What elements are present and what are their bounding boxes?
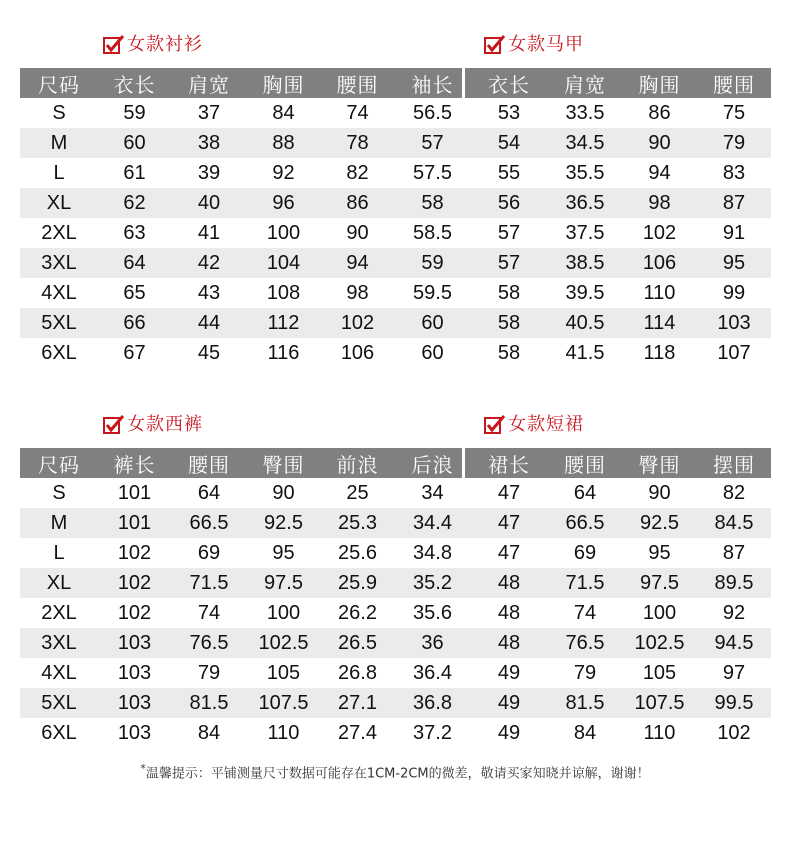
measurement-cell: 49 bbox=[470, 688, 548, 718]
measurement-cell: 57.5 bbox=[413, 161, 452, 184]
table-row bbox=[20, 248, 771, 278]
measurement-cell: 103 bbox=[117, 721, 152, 744]
table-row bbox=[20, 218, 771, 248]
measurement-cell: 69 bbox=[573, 541, 597, 564]
section-title-skirt bbox=[484, 410, 584, 436]
column-header: 裙长 bbox=[470, 448, 548, 478]
measurement-cell: 60 bbox=[421, 341, 444, 364]
measurement-cell: 86 bbox=[648, 101, 671, 124]
measurement-cell: 65 bbox=[123, 281, 146, 304]
measurement-cell: 91 bbox=[722, 221, 746, 244]
measurement-cell: 99 bbox=[722, 281, 746, 304]
measurement-cell: 74 bbox=[346, 101, 369, 124]
size-table-bottoms bbox=[20, 448, 771, 748]
table-row bbox=[20, 568, 771, 598]
measurement-cell: 57 bbox=[470, 248, 548, 278]
measurement-cell: 96 bbox=[247, 188, 320, 218]
size-label-cell: S bbox=[52, 101, 66, 124]
measurement-cell: 57 bbox=[497, 221, 521, 244]
measurement-cell: 26.8 bbox=[338, 661, 377, 684]
measurement-cell: 102.5 bbox=[247, 628, 320, 658]
column-header: 臀围 bbox=[622, 448, 697, 478]
size-label-cell: S bbox=[52, 481, 66, 504]
measurement-cell: 58 bbox=[497, 341, 521, 364]
measurement-cell: 33.5 bbox=[565, 101, 605, 124]
measurement-cell: 54 bbox=[470, 128, 548, 158]
section-title-shirt bbox=[103, 30, 203, 56]
measurement-cell: 101 bbox=[117, 481, 152, 504]
measurement-cell: 39.5 bbox=[565, 281, 605, 304]
measurement-cell: 47 bbox=[470, 508, 548, 538]
measurement-cell: 103 bbox=[98, 688, 171, 718]
checkbox-checked-icon bbox=[103, 34, 121, 52]
column-header: 尺码 bbox=[20, 448, 98, 478]
footnote-star: * bbox=[140, 762, 146, 775]
section-title-text: 女款马甲 bbox=[508, 34, 584, 55]
measurement-cell: 41.5 bbox=[565, 341, 605, 364]
measurement-cell: 62 bbox=[98, 188, 171, 218]
table-row bbox=[20, 188, 771, 218]
size-label-cell: XL bbox=[20, 188, 98, 218]
column-header: 尺码 bbox=[20, 68, 98, 98]
measurement-cell: 102 bbox=[642, 221, 677, 244]
measurement-cell: 48 bbox=[497, 601, 521, 624]
size-table bbox=[20, 68, 771, 368]
table-row bbox=[20, 508, 771, 538]
measurement-cell: 40.5 bbox=[548, 308, 622, 338]
measurement-cell: 48 bbox=[470, 568, 548, 598]
measurement-cell: 38.5 bbox=[548, 248, 622, 278]
measurement-cell: 103 bbox=[98, 628, 171, 658]
table-header-row bbox=[20, 68, 771, 98]
measurement-cell: 56.5 bbox=[413, 101, 452, 124]
size-label-cell: 2XL bbox=[41, 601, 77, 624]
measurement-cell: 49 bbox=[497, 721, 521, 744]
measurement-cell: 27.1 bbox=[320, 688, 395, 718]
measurement-cell: 71.5 bbox=[171, 568, 247, 598]
measurement-cell: 36.4 bbox=[413, 661, 452, 684]
column-header: 衣长 bbox=[470, 68, 548, 98]
measurement-cell: 37.2 bbox=[413, 721, 452, 744]
section-title-text: 女款短裙 bbox=[508, 414, 584, 435]
measurement-cell: 58 bbox=[470, 308, 548, 338]
measurement-cell: 49 bbox=[497, 661, 521, 684]
size-label-cell: L bbox=[53, 541, 65, 564]
measurement-cell: 44 bbox=[171, 308, 247, 338]
section-title-trousers bbox=[103, 410, 203, 436]
measurement-cell: 40 bbox=[171, 188, 247, 218]
column-header: 前浪 bbox=[320, 448, 395, 478]
measurement-cell: 100 bbox=[642, 601, 677, 624]
table-row bbox=[20, 98, 771, 128]
measurement-cell: 102.5 bbox=[622, 628, 697, 658]
measurement-cell: 25 bbox=[346, 481, 369, 504]
measurement-cell: 37 bbox=[197, 101, 221, 124]
measurement-cell: 100 bbox=[266, 601, 301, 624]
column-header: 胸围 bbox=[622, 68, 697, 98]
measurement-cell: 102 bbox=[98, 568, 171, 598]
measurement-cell: 106 bbox=[340, 341, 375, 364]
measurement-cell: 90 bbox=[622, 128, 697, 158]
measurement-cell: 84.5 bbox=[697, 508, 771, 538]
measurement-cell: 95 bbox=[272, 541, 295, 564]
measurement-cell: 76.5 bbox=[171, 628, 247, 658]
header-divider bbox=[462, 68, 465, 98]
section-title-text: 女款西裤 bbox=[127, 414, 203, 435]
checkbox-checked-icon bbox=[103, 414, 121, 432]
measurement-cell: 37.5 bbox=[565, 221, 605, 244]
table-row bbox=[20, 308, 771, 338]
size-label-cell: 2XL bbox=[41, 221, 77, 244]
measurement-cell: 55 bbox=[497, 161, 521, 184]
measurement-cell: 110 bbox=[643, 281, 676, 304]
header-divider bbox=[462, 448, 465, 478]
measurement-cell: 36.5 bbox=[548, 188, 622, 218]
measurement-cell: 95 bbox=[697, 248, 771, 278]
measurement-cell: 66 bbox=[98, 308, 171, 338]
table-header-row bbox=[20, 448, 771, 478]
table-row bbox=[20, 538, 771, 568]
measurement-cell: 104 bbox=[247, 248, 320, 278]
measurement-cell: 107 bbox=[717, 341, 751, 364]
measurement-cell: 110 bbox=[267, 721, 300, 744]
measurement-cell: 58.5 bbox=[413, 221, 452, 244]
table-row bbox=[20, 338, 771, 368]
measurement-cell: 79 bbox=[573, 661, 597, 684]
measurement-cell: 100 bbox=[266, 221, 301, 244]
measurement-cell: 87 bbox=[722, 541, 746, 564]
column-header: 肩宽 bbox=[548, 68, 622, 98]
measurement-cell: 118 bbox=[643, 341, 676, 364]
measurement-cell: 43 bbox=[197, 281, 221, 304]
measurement-cell: 39 bbox=[197, 161, 221, 184]
table-row bbox=[20, 128, 771, 158]
column-header: 腰围 bbox=[171, 448, 247, 478]
measurement-cell: 34.4 bbox=[395, 508, 470, 538]
measurement-cell: 45 bbox=[197, 341, 221, 364]
measurement-cell: 84 bbox=[197, 721, 221, 744]
measurement-cell: 63 bbox=[123, 221, 146, 244]
table-row bbox=[20, 158, 771, 188]
measurement-cell: 66.5 bbox=[548, 508, 622, 538]
column-header: 腰围 bbox=[548, 448, 622, 478]
measurement-cell: 105 bbox=[642, 661, 677, 684]
measurement-cell: 102 bbox=[117, 541, 152, 564]
measurement-cell: 87 bbox=[697, 188, 771, 218]
column-header: 胸围 bbox=[247, 68, 320, 98]
measurement-cell: 105 bbox=[266, 661, 301, 684]
measurement-cell: 35.6 bbox=[413, 601, 452, 624]
table-row bbox=[20, 688, 771, 718]
measurement-cell: 90 bbox=[272, 481, 295, 504]
size-label-cell: L bbox=[53, 161, 65, 184]
table-row bbox=[20, 478, 771, 508]
measurement-cell: 98 bbox=[346, 281, 369, 304]
size-label-cell: 5XL bbox=[20, 688, 98, 718]
measurement-cell: 56 bbox=[470, 188, 548, 218]
column-header: 袖长 bbox=[395, 68, 470, 98]
measurement-cell: 110 bbox=[643, 721, 676, 744]
measurement-cell: 94 bbox=[648, 161, 671, 184]
measurement-cell: 94 bbox=[320, 248, 395, 278]
measurement-cell: 69 bbox=[197, 541, 221, 564]
measurement-cell: 34.8 bbox=[413, 541, 452, 564]
size-label-cell: 6XL bbox=[41, 341, 77, 364]
measurement-cell: 102 bbox=[117, 601, 152, 624]
measurement-cell: 92.5 bbox=[247, 508, 320, 538]
measurement-cell: 82 bbox=[722, 481, 746, 504]
measurement-cell: 76.5 bbox=[548, 628, 622, 658]
measurement-cell: 84 bbox=[272, 101, 295, 124]
size-label-cell: 4XL bbox=[41, 661, 77, 684]
measurement-cell: 97.5 bbox=[247, 568, 320, 598]
measurement-cell: 103 bbox=[697, 308, 771, 338]
measurement-cell: 59.5 bbox=[413, 281, 452, 304]
measurement-cell: 92.5 bbox=[622, 508, 697, 538]
table-row bbox=[20, 598, 771, 628]
column-header: 肩宽 bbox=[171, 68, 247, 98]
size-label-cell: 3XL bbox=[20, 248, 98, 278]
measurement-cell: 116 bbox=[267, 341, 300, 364]
measurement-cell: 58 bbox=[395, 188, 470, 218]
measurement-cell: 90 bbox=[346, 221, 369, 244]
measurement-cell: 47 bbox=[497, 481, 521, 504]
measurement-cell: 25.6 bbox=[338, 541, 377, 564]
column-header: 衣长 bbox=[98, 68, 171, 98]
measurement-cell: 79 bbox=[197, 661, 221, 684]
measurement-cell: 57 bbox=[395, 128, 470, 158]
checkbox-checked-icon bbox=[484, 414, 502, 432]
measurement-cell: 83 bbox=[722, 161, 746, 184]
column-header: 腰围 bbox=[320, 68, 395, 98]
measurement-cell: 86 bbox=[320, 188, 395, 218]
measurement-cell: 98 bbox=[622, 188, 697, 218]
measurement-cell: 107.5 bbox=[247, 688, 320, 718]
measurement-cell: 64 bbox=[98, 248, 171, 278]
measurement-cell: 58 bbox=[497, 281, 521, 304]
measurement-cell: 94.5 bbox=[697, 628, 771, 658]
measurement-cell: 64 bbox=[573, 481, 597, 504]
measurement-cell: 90 bbox=[648, 481, 671, 504]
measurement-cell: 36.8 bbox=[395, 688, 470, 718]
measurement-cell: 42 bbox=[171, 248, 247, 278]
size-label-cell: XL bbox=[20, 568, 98, 598]
measurement-cell: 107.5 bbox=[622, 688, 697, 718]
measurement-cell: 112 bbox=[247, 308, 320, 338]
measurement-cell: 53 bbox=[497, 101, 521, 124]
size-label-cell: 3XL bbox=[20, 628, 98, 658]
measurement-cell: 25.9 bbox=[320, 568, 395, 598]
measurement-cell: 101 bbox=[98, 508, 171, 538]
measurement-cell: 66.5 bbox=[171, 508, 247, 538]
measurement-cell: 78 bbox=[320, 128, 395, 158]
measurement-cell: 103 bbox=[117, 661, 152, 684]
measurement-cell: 47 bbox=[497, 541, 521, 564]
measurement-cell: 81.5 bbox=[548, 688, 622, 718]
measurement-cell: 88 bbox=[247, 128, 320, 158]
measurement-cell: 97.5 bbox=[622, 568, 697, 598]
measurement-cell: 36 bbox=[395, 628, 470, 658]
size-table-tops bbox=[20, 68, 771, 368]
table-row bbox=[20, 718, 771, 748]
section-title-text: 女款衬衫 bbox=[127, 34, 203, 55]
measurement-cell: 64 bbox=[197, 481, 221, 504]
measurement-cell: 35.5 bbox=[565, 161, 605, 184]
measurement-cell: 102 bbox=[717, 721, 751, 744]
size-label-cell: 6XL bbox=[41, 721, 77, 744]
measurement-cell: 38 bbox=[171, 128, 247, 158]
size-label-cell: 4XL bbox=[41, 281, 77, 304]
section-title-vest bbox=[484, 30, 584, 56]
measurement-cell: 92 bbox=[272, 161, 295, 184]
table-row bbox=[20, 278, 771, 308]
column-header: 后浪 bbox=[395, 448, 470, 478]
size-label-cell: M bbox=[20, 128, 98, 158]
checkbox-checked-icon bbox=[484, 34, 502, 52]
table-row bbox=[20, 628, 771, 658]
measurement-cell: 108 bbox=[266, 281, 301, 304]
measurement-cell: 89.5 bbox=[697, 568, 771, 598]
measurement-cell: 79 bbox=[697, 128, 771, 158]
footnote-text: 温馨提示：平铺测量尺寸数据可能存在1CM-2CM的微差，敬请买家知晓并谅解，谢谢！ bbox=[145, 766, 650, 782]
size-label-cell: M bbox=[20, 508, 98, 538]
measurement-cell: 75 bbox=[722, 101, 746, 124]
measurement-cell: 95 bbox=[648, 541, 671, 564]
measurement-cell: 59 bbox=[395, 248, 470, 278]
measurement-cell: 74 bbox=[573, 601, 597, 624]
measurement-cell: 27.4 bbox=[338, 721, 377, 744]
measurement-cell: 25.3 bbox=[320, 508, 395, 538]
measurement-cell: 59 bbox=[123, 101, 146, 124]
measurement-cell: 71.5 bbox=[548, 568, 622, 598]
measurement-cell: 48 bbox=[470, 628, 548, 658]
measurement-cell: 41 bbox=[197, 221, 221, 244]
column-header: 腰围 bbox=[697, 68, 771, 98]
measurement-cell: 26.5 bbox=[320, 628, 395, 658]
measurement-cell: 74 bbox=[197, 601, 221, 624]
measurement-cell: 99.5 bbox=[697, 688, 771, 718]
measurement-cell: 92 bbox=[722, 601, 746, 624]
measurement-cell: 81.5 bbox=[171, 688, 247, 718]
measurement-cell: 60 bbox=[98, 128, 171, 158]
measurement-cell: 102 bbox=[320, 308, 395, 338]
column-header: 摆围 bbox=[697, 448, 771, 478]
measurement-cell: 67 bbox=[123, 341, 146, 364]
column-header: 裤长 bbox=[98, 448, 171, 478]
measurement-cell: 106 bbox=[622, 248, 697, 278]
size-label-cell: 5XL bbox=[20, 308, 98, 338]
measurement-cell: 84 bbox=[573, 721, 597, 744]
measurement-cell: 34 bbox=[421, 481, 444, 504]
column-header: 臀围 bbox=[247, 448, 320, 478]
measurement-cell: 97 bbox=[722, 661, 746, 684]
size-table bbox=[20, 448, 771, 748]
measurement-cell: 60 bbox=[395, 308, 470, 338]
measurement-cell: 82 bbox=[346, 161, 369, 184]
footnote bbox=[0, 762, 790, 781]
measurement-cell: 35.2 bbox=[395, 568, 470, 598]
table-row bbox=[20, 658, 771, 688]
measurement-cell: 114 bbox=[622, 308, 697, 338]
measurement-cell: 26.2 bbox=[338, 601, 377, 624]
measurement-cell: 34.5 bbox=[548, 128, 622, 158]
measurement-cell: 61 bbox=[123, 161, 146, 184]
